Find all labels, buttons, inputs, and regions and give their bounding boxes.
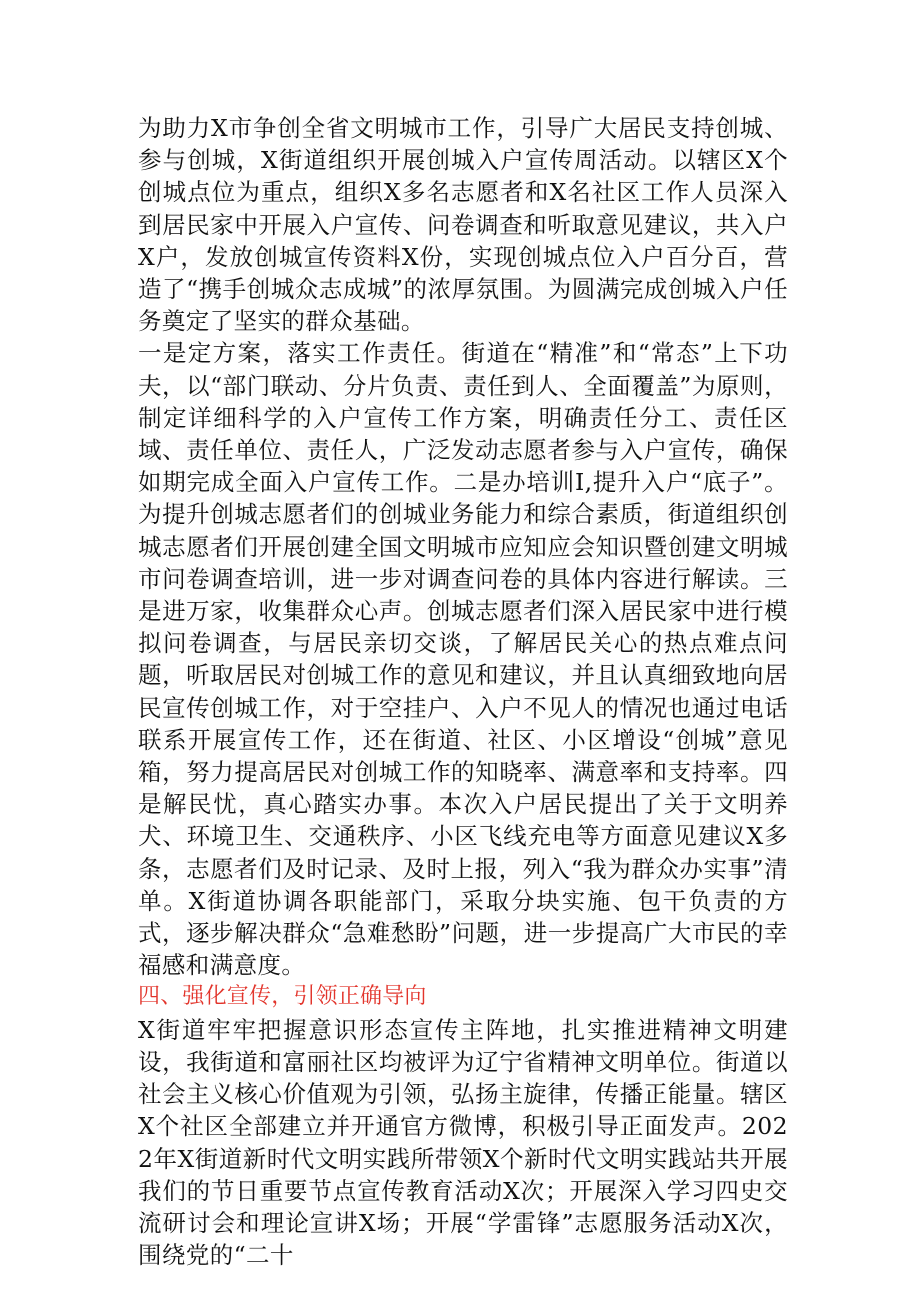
intro-paragraph: 为助力X市争创全省文明城市工作，引导广大居民支持创城、参与创城，X街道组织开展创城入户宣传周活动。以辖区X个创城点位为重点，组织X多名志愿者和X名社区工作人员深入到居民家中开展入户宣传、问卷调查和听取意见建议，共入户X户，发放创城宣传资料X份，实现创城点位入户百分百，营造了“携手创城众志成城”的浓厚氛围。为圆满完成创城入户任务奠定了坚实的群众基础。 [138, 114, 788, 336]
section-heading: 四、强化宣传，引领正确导向 [138, 984, 427, 1010]
document-page [138, 112, 788, 1271]
closing-paragraph: X街道牢牢把握意识形态宣传主阵地，扎实推进精神文明建设，我街道和富丽社区均被评为辽宁省精神文明单位。街道以社会主义核心价值观为引领，弘扬主旋律，传播正能量。辖区X个社区全部建立并开通官方微博，积极引导正面发声。2022年X街道新时代文明实践所带领X个新时代文明实践站共开展我们的节日重要节点宣传教育活动X次；开展深入学习四史交流研讨会和理论宣讲X场；开展“学雷锋”志愿服务活动X次，围绕党的“二十 [138, 1015, 788, 1270]
measures-paragraph: 一是定方案，落实工作责任。街道在“精准”和“常态”上下功夫，以“部门联动、分片负责、责任到人、全面覆盖”为原则，制定详细科学的入户宣传工作方案，明确责任分工、责任区域、责任单位、责任人，广泛发动志愿者参与入户宣传，确保如期完成全面入户宣传工作。二是办培训I,提升入户“底子”。为提升创城志愿者们的创城业务能力和综合素质，街道组织创城志愿者们开展创建全国文明城市应知应会知识暨创建文明城市问卷调查培训，进一步对调查问卷的具体内容进行解读。三是进万家，收集群众心声。创城志愿者们深入居民家中进行模拟问卷调查，与居民亲切交谈，了解居民关心的热点难点问题，听取居民对创城工作的意见和建议，并且认真细致地向居民宣传创城工作，对于空挂户、入户不见人的情况也通过电话联系开展宣传工作，还在街道、社区、小区增设“创城”意见箱，努力提高居民对创城工作的知晓率、满意率和支持率。四是解民忧，真心踏实办事。本次入户居民提出了关于文明养犬、环境卫生、交通秩序、小区飞线充电等方面意见建议X多条，志愿者们及时记录、及时上报，列入“我为群众办实事”清单。X街道协调各职能部门，采取分块实施、包干负责的方式，逐步解决群众“急难愁盼”问题，进一步提高广大市民的幸福感和满意度。 [138, 339, 788, 980]
